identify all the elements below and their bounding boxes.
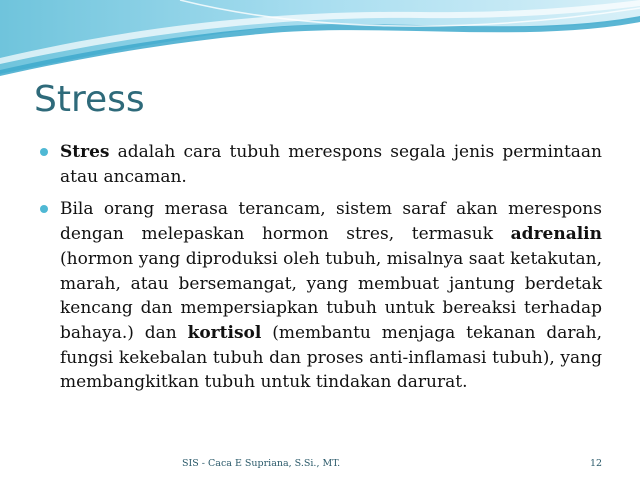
slide-title: Stress bbox=[34, 79, 145, 120]
bullet-item bbox=[40, 140, 602, 189]
bullet-text: (hormon yang diproduksi oleh tubuh, misalnya saat ketakutan, marah, atau bersemangat, yang membuat jantung berdetak kencang dan mempersiapkan tubuh untuk bereaksi terhadap bahaya.) dan bbox=[60, 248, 602, 343]
term-kortisol: kortisol bbox=[187, 322, 262, 343]
term-stres: Stres bbox=[60, 142, 110, 162]
bullet-text: (membantu menjaga tekanan darah, fungsi kekebalan tubuh dan proses anti-inflamasi tubuh), yang membangkitkan tubuh untuk tindakan darurat. bbox=[60, 322, 602, 393]
page-number: 12 bbox=[590, 458, 603, 469]
bullet-list bbox=[40, 140, 602, 403]
header-wave-decoration bbox=[0, 0, 640, 90]
bullet-text: adalah cara tubuh merespons segala jenis permintaan atau ancaman. bbox=[60, 142, 602, 187]
bullet-item bbox=[40, 197, 602, 395]
bullet-dot-icon bbox=[40, 148, 48, 156]
footer-author: SIS - Caca E Supriana, S.Si., MT. bbox=[182, 458, 341, 469]
bullet-text: Bila orang merasa terancam, sistem saraf akan merespons dengan melepaskan hormon stres, termasuk bbox=[60, 199, 602, 245]
bullet-dot-icon bbox=[40, 205, 48, 213]
term-adrenalin: adrenalin bbox=[510, 224, 602, 245]
